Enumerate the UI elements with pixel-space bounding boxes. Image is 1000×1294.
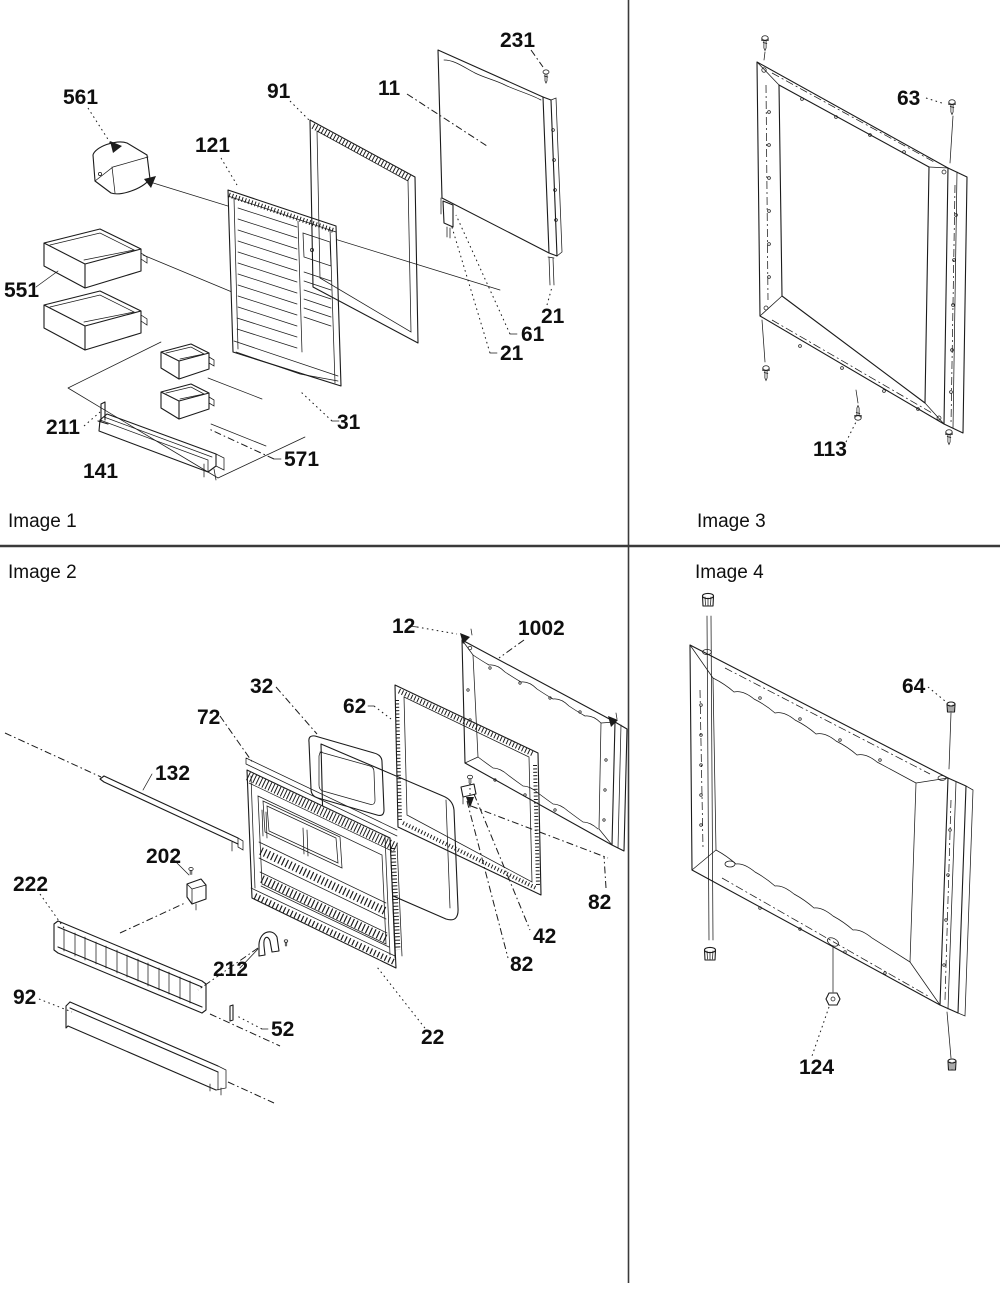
bottom-thumbscrew xyxy=(705,947,716,960)
part-label-571: 571 xyxy=(284,448,320,471)
door-frame-4 xyxy=(690,645,973,1016)
part-label-124: 124 xyxy=(799,1056,835,1079)
part-label-31: 31 xyxy=(337,411,361,434)
part-92-tray xyxy=(39,999,226,1095)
part-label-42: 42 xyxy=(533,925,557,948)
part-label-82a: 82 xyxy=(510,953,534,976)
part-label-11: 11 xyxy=(378,77,401,100)
part-label-231: 231 xyxy=(500,29,536,52)
bottom-right-screw xyxy=(947,1012,956,1070)
part-label-22: 22 xyxy=(421,1026,445,1049)
screw-64 xyxy=(947,702,955,769)
part-211-clip xyxy=(84,402,108,426)
part-label-1002: 1002 xyxy=(518,617,565,640)
caption-image-2: Image 2 xyxy=(8,562,77,583)
part-561-cover xyxy=(88,108,156,194)
part-132-rail xyxy=(100,774,243,851)
part-label-212: 212 xyxy=(213,958,249,981)
caption-image-1: Image 1 xyxy=(8,511,77,532)
part-11-door xyxy=(407,50,562,285)
part-label-52: 52 xyxy=(271,1018,295,1041)
part-label-202: 202 xyxy=(146,845,182,868)
part-label-132: 132 xyxy=(155,762,191,785)
part-label-63: 63 xyxy=(897,87,921,110)
part-1002-frame xyxy=(460,629,627,851)
part-label-113: 113 xyxy=(813,438,847,461)
part-label-61: 61 xyxy=(521,323,545,346)
image-2-panel xyxy=(5,562,627,1103)
nut-124 xyxy=(826,946,840,1005)
small-bins xyxy=(161,344,214,419)
part-551-bins xyxy=(36,229,147,350)
part-label-92: 92 xyxy=(13,986,37,1009)
image-3-panel xyxy=(697,36,967,532)
top-thumbscrew xyxy=(703,593,714,606)
guide-lines-2 xyxy=(5,733,280,1103)
part-label-91: 91 xyxy=(267,80,291,103)
caption-image-4: Image 4 xyxy=(695,562,764,583)
door-frame xyxy=(757,62,967,433)
part-label-121: 121 xyxy=(195,134,231,157)
frame-screws-4 xyxy=(703,593,957,1070)
part-label-211: 211 xyxy=(46,416,80,439)
part-label-32: 32 xyxy=(250,675,274,698)
part-label-21a: 21 xyxy=(541,305,565,328)
part-label-64: 64 xyxy=(902,675,926,698)
frame-screws xyxy=(762,36,955,445)
part-label-561: 561 xyxy=(63,86,99,109)
part-label-141: 141 xyxy=(83,460,119,483)
part-label-12: 12 xyxy=(392,615,416,638)
part-label-222: 222 xyxy=(13,873,49,896)
part-label-551: 551 xyxy=(4,279,40,302)
part-222-rack xyxy=(40,894,206,1013)
part-label-62: 62 xyxy=(343,695,367,718)
caption-image-3: Image 3 xyxy=(697,511,766,532)
part-231-screw xyxy=(531,50,549,83)
part-62-gasket xyxy=(368,685,541,895)
part-52-pin xyxy=(230,1005,268,1029)
image-4-panel xyxy=(690,562,973,1079)
part-label-82b: 82 xyxy=(588,891,612,914)
part-121-liner xyxy=(221,158,341,386)
part-label-21b: 21 xyxy=(500,342,524,365)
part-label-72: 72 xyxy=(197,706,221,729)
image-1-panel xyxy=(4,29,565,532)
